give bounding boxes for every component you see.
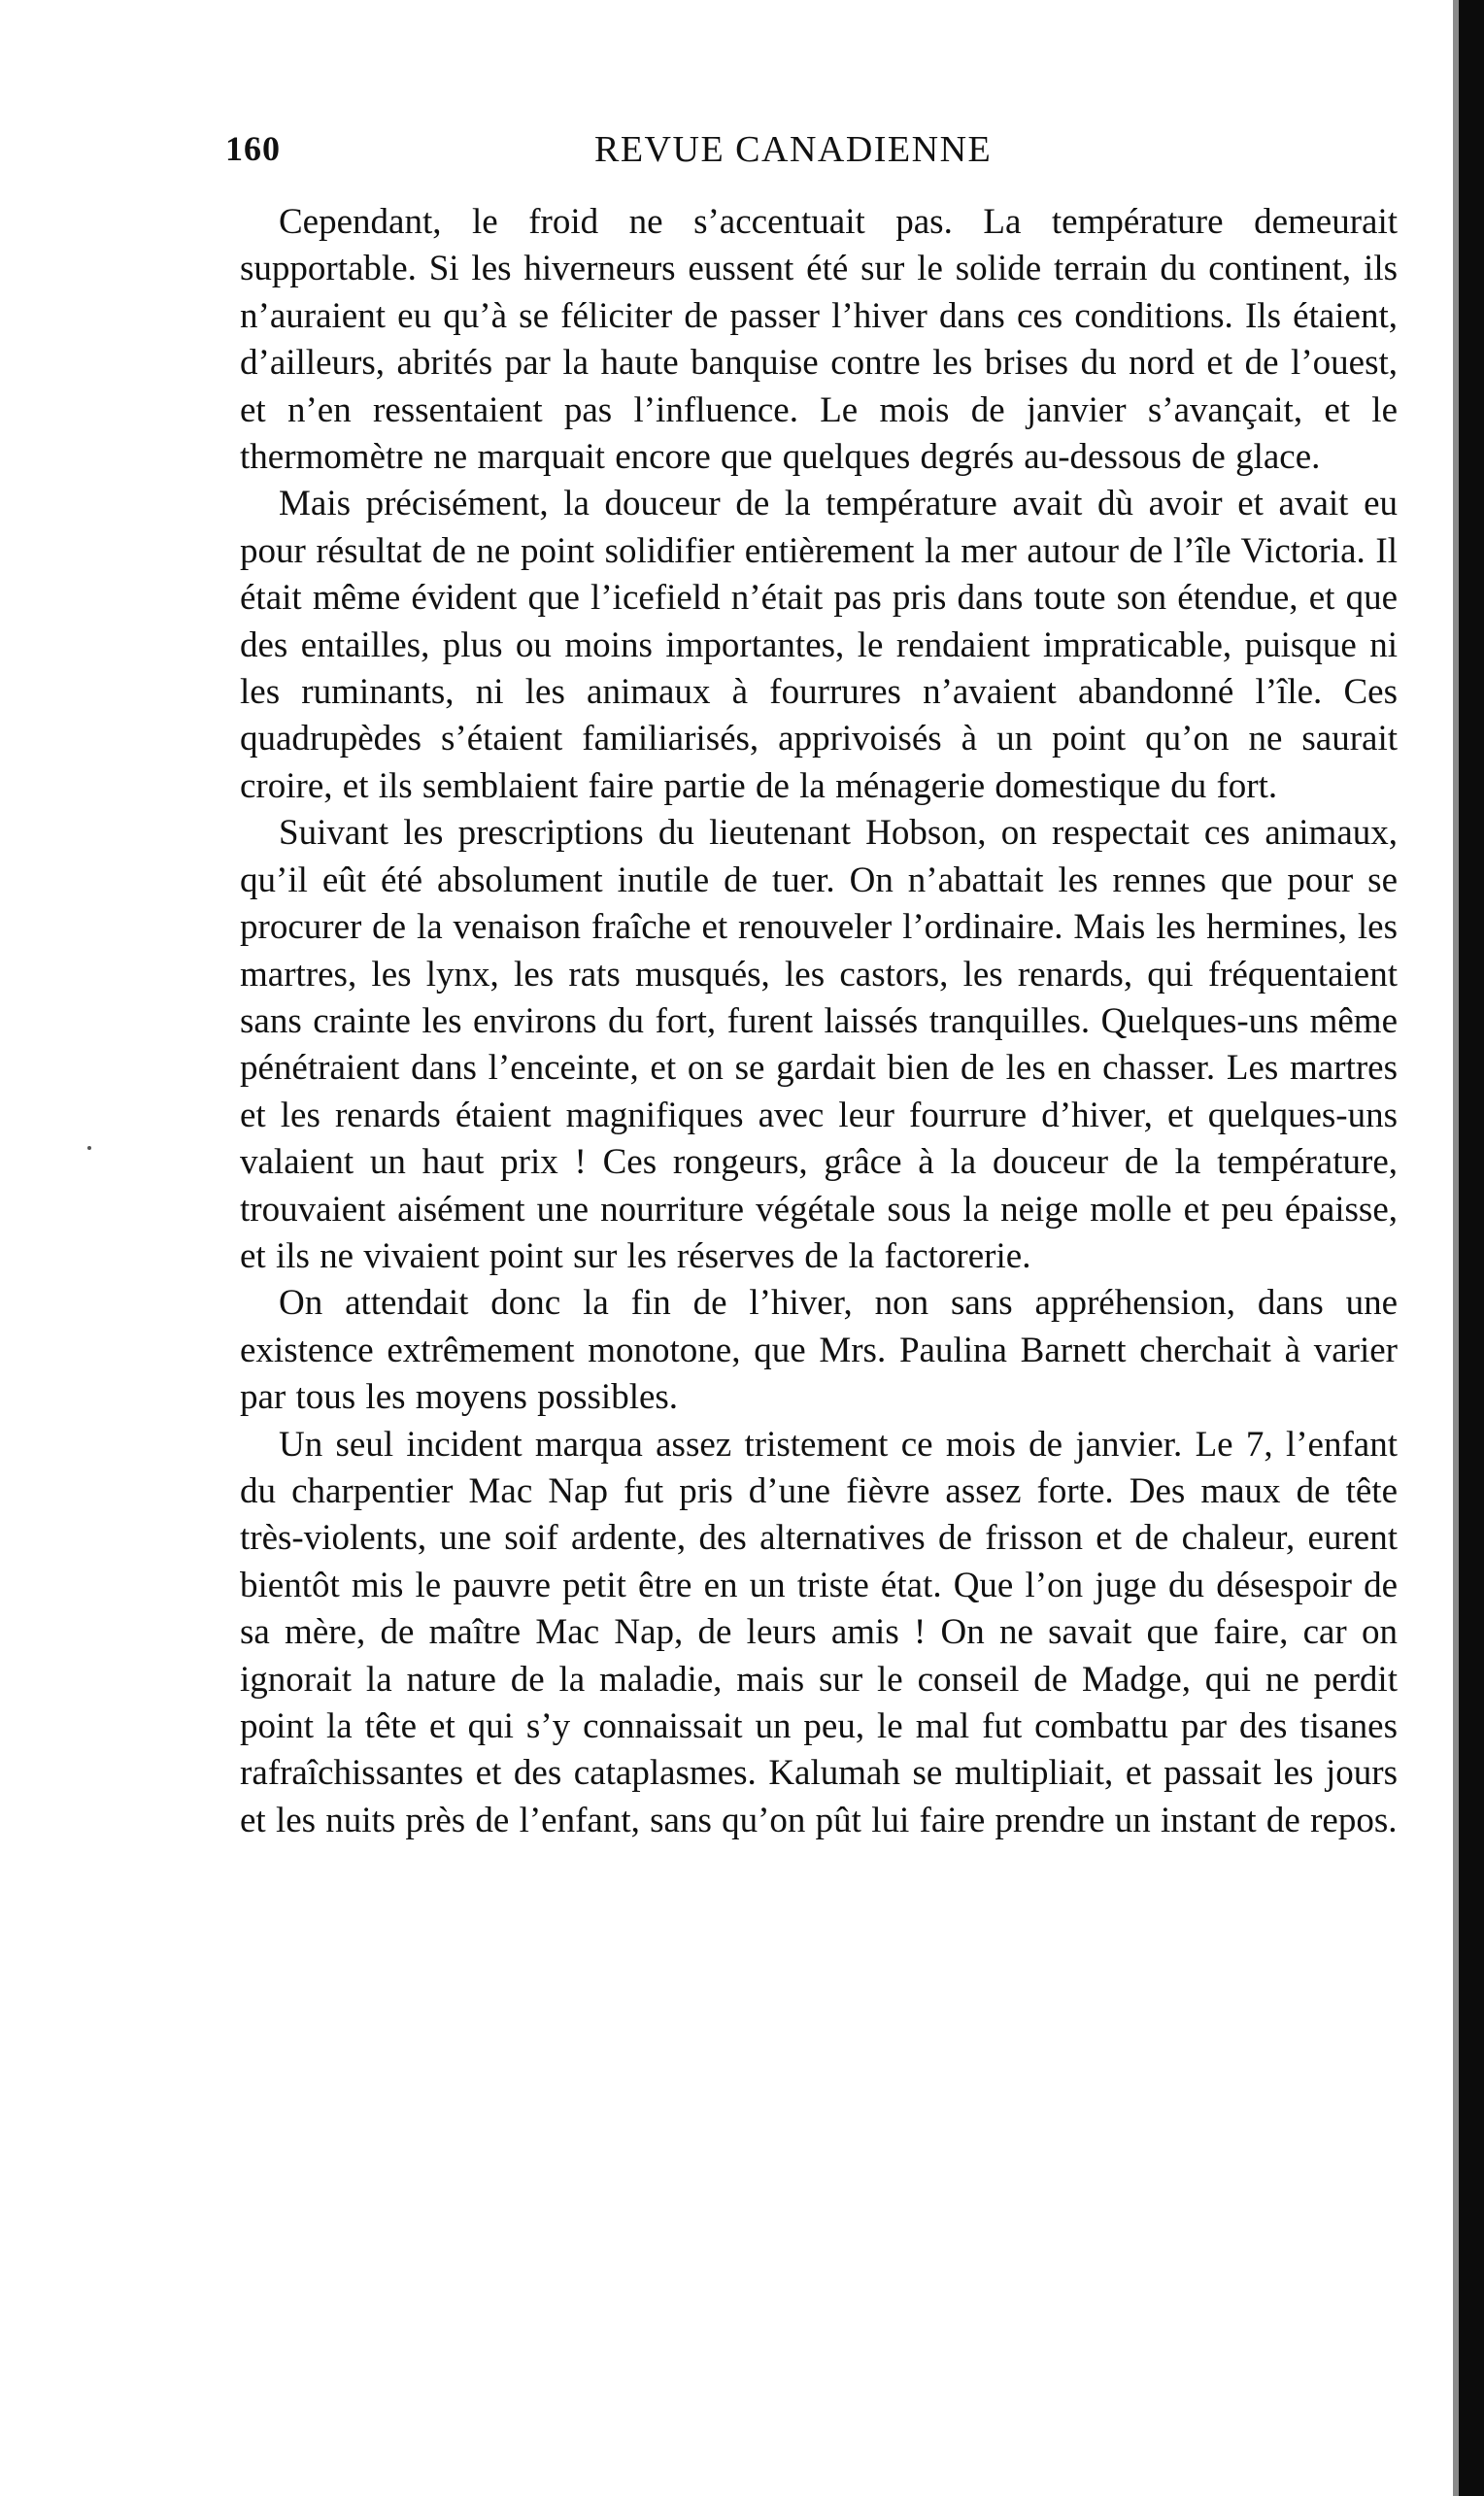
paragraph: Mais précisément, la douceur de la température avait dù avoir et avait eu pour résultat de ne point solidifier entièrement la mer autour de l’île Victoria. Il était même évident que l’icefield n’était pas pris dans toute son étendue, et que des entailles, plus ou moins importantes, le rendaient impraticable, puisque ni les ruminants, ni les animaux à fourrures n’avaient abandonné l’île. Ces quadrupèdes s’étaient familiarisés, apprivoisés à un point qu’on ne saurait croire, et ils semblaient faire partie de la ménagerie domestique du fort.	[240, 484, 1398, 806]
book-binding-edge	[1459, 0, 1484, 2496]
page-header	[225, 128, 1391, 186]
page-number: 160	[225, 129, 281, 168]
paragraph: Suivant les prescriptions du lieutenant Hobson, on respectait ces animaux, qu’il eût été absolument inutile de tuer. On n’abattait les rennes que pour se procurer de la venaison fraîche et renouveler l’ordinaire. Mais les hermines, les martres, les lynx, les rats musqués, les castors, les renards, qui fréquentaient sans crainte les environs du fort, furent laissés tranquilles. Quelques-uns même pénétraient dans l’enceinte, et on se gardait bien de les en chasser. Les martres et les renards étaient magnifiques avec leur fourrure d’hiver, et quelques-uns valaient un haut prix ! Ces rongeurs, grâce à la douceur de la température, trouvaient aisément une nourriture végétale sous la neige molle et peu épaisse, et ils ne vivaient point sur les réserves de la factorerie.	[240, 813, 1398, 1276]
paragraph: Un seul incident marqua assez tristement ce mois de janvier. Le 7, l’enfant du charpentier Mac Nap fut pris d’une fièvre assez forte. Des maux de tête très-violents, une soif ardente, des alternatives de frisson et de chaleur, eurent bientôt mis le pauvre petit être en un triste état. Que l’on juge du désespoir de sa mère, de maître Mac Nap, de leurs amis ! On ne savait que faire, car on ignorait la nature de la maladie, mais sur le conseil de Madge, qui ne perdit point la tête et qui s’y connaissait un peu, le mal fut combattu par des tisanes rafraîchissantes et des cataplasmes. Kalumah se multipliait, et passait les jours et les nuits près de l’enfant, sans qu’on pût lui faire prendre un instant de repos.	[240, 1424, 1398, 1840]
scan-speck	[87, 1146, 91, 1150]
body-text	[240, 199, 1398, 1844]
paragraph: On attendait donc la fin de l’hiver, non sans appréhension, dans une existence extrêmement monotone, que Mrs. Paulina Barnett cherchait à varier par tous les moyens possibles.	[240, 1283, 1398, 1418]
paragraph: Cependant, le froid ne s’accentuait pas. La température demeurait supportable. Si les hiverneurs eussent été sur le solide terrain du continent, ils n’auraient eu qu’à se féliciter de passer l’hiver dans ces conditions. Ils étaient, d’ailleurs, abrités par la haute banquise contre les brises du nord et de l’ouest, et n’en ressentaient pas l’influence. Le mois de janvier s’avançait, et le thermomètre ne marquait encore que quelques degrés au-dessous de glace.	[240, 202, 1398, 478]
running-head: REVUE CANADIENNE	[594, 129, 993, 170]
